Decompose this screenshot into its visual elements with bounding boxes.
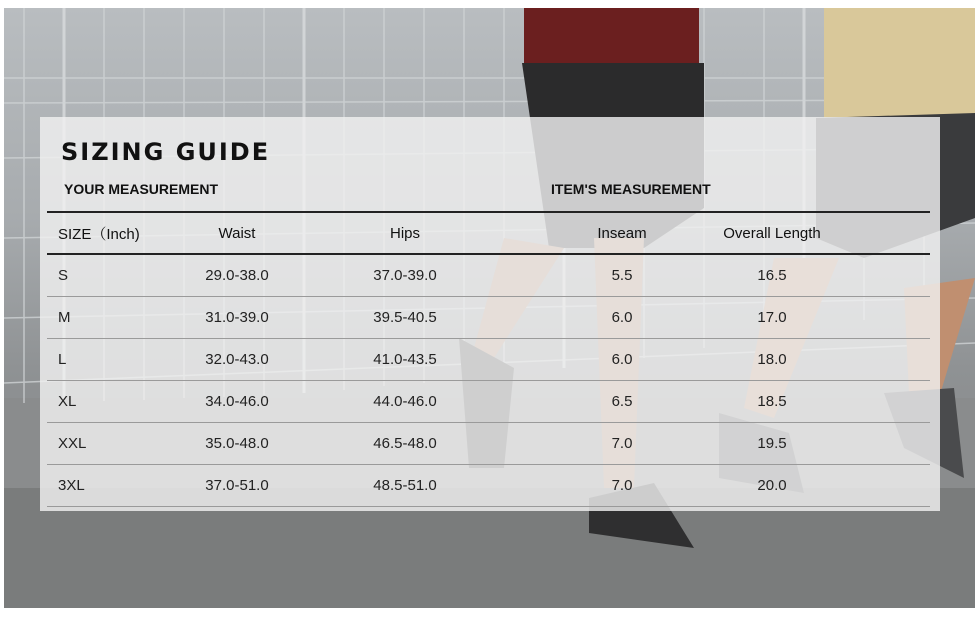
inseam-cell: 6.5 [611, 393, 633, 410]
inseam-cell: 5.5 [611, 267, 633, 284]
header-overall-length: Overall Length [723, 224, 821, 242]
overall-length-cell: 19.5 [757, 435, 787, 452]
hips-cell: 48.5-51.0 [373, 477, 437, 494]
overall-length-cell: 20.0 [757, 477, 787, 494]
hips-cell: 46.5-48.0 [373, 435, 437, 452]
waist-cell: 34.0-46.0 [205, 393, 269, 410]
size-cell: 3XL [58, 477, 85, 494]
overall-length-cell: 18.0 [757, 351, 787, 368]
hips-cell: 37.0-39.0 [373, 267, 437, 284]
overall-length-cell: 17.0 [757, 309, 787, 326]
inseam-cell: 7.0 [611, 435, 633, 452]
table-row [47, 297, 930, 339]
table-row [47, 465, 930, 507]
table-row [47, 255, 930, 297]
waist-cell: 35.0-48.0 [205, 435, 269, 452]
sizing-table [47, 211, 930, 507]
hips-cell: 41.0-43.5 [373, 351, 437, 368]
header-size: SIZE（Inch) [58, 225, 140, 243]
table-row [47, 381, 930, 423]
your-measurement-label: YOUR MEASUREMENT [64, 181, 219, 197]
inseam-cell: 6.0 [611, 351, 633, 368]
hips-cell: 39.5-40.5 [373, 309, 437, 326]
header-waist: Waist [218, 224, 256, 242]
size-cell: L [58, 351, 67, 368]
header-hips: Hips [389, 224, 420, 242]
overall-length-cell: 16.5 [757, 267, 787, 284]
overall-length-cell: 18.5 [757, 393, 787, 410]
hips-cell: 44.0-46.0 [373, 393, 437, 410]
size-cell: S [58, 267, 69, 284]
table-row [47, 423, 930, 465]
page-title: SIZING GUIDE [61, 138, 271, 166]
inseam-cell: 7.0 [611, 477, 633, 494]
item-measurement-label: ITEM'S MEASUREMENT [551, 181, 711, 197]
waist-cell: 32.0-43.0 [205, 351, 269, 368]
waist-cell: 37.0-51.0 [205, 477, 269, 494]
inseam-cell: 6.0 [611, 309, 633, 326]
waist-cell: 29.0-38.0 [205, 267, 269, 284]
table-row [47, 339, 930, 381]
waist-cell: 31.0-39.0 [205, 309, 269, 326]
size-cell: XXL [58, 435, 87, 452]
header-inseam: Inseam [597, 224, 647, 242]
size-cell: XL [58, 393, 77, 410]
table-header-row [47, 211, 930, 255]
size-cell: M [58, 309, 71, 326]
